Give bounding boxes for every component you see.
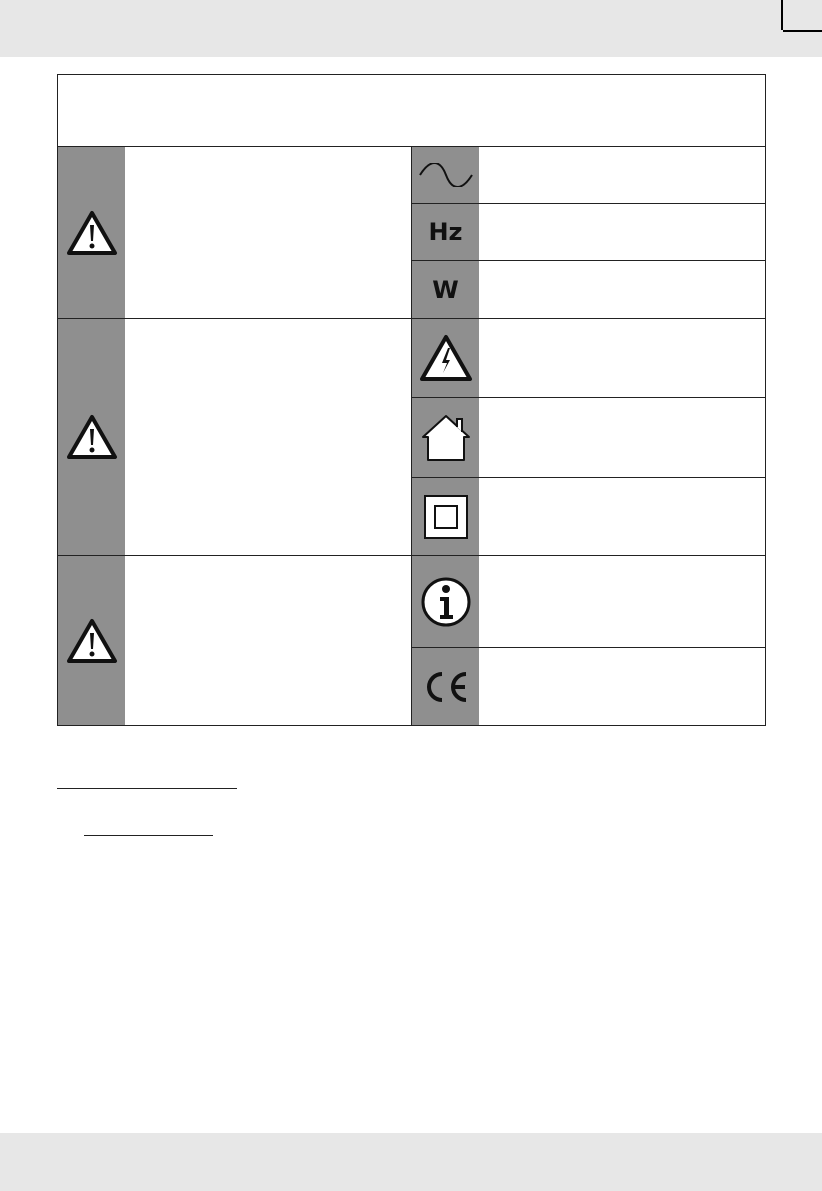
symbol-icon-cell — [412, 556, 479, 647]
table-header — [58, 75, 765, 147]
table-header-title — [58, 75, 765, 95]
warning-text — [126, 147, 411, 318]
subsection-heading-underline — [84, 835, 213, 836]
row-divider — [412, 647, 765, 648]
symbol-text — [480, 204, 765, 260]
symbol-text — [480, 556, 765, 647]
warning-text — [126, 319, 411, 555]
warning-triangle-icon — [66, 210, 118, 256]
warning-triangle-icon — [66, 414, 118, 460]
symbol-text — [480, 398, 765, 477]
electric-shock-warning-icon — [419, 334, 473, 382]
indoor-use-house-icon — [419, 413, 473, 463]
symbol-icon-cell — [412, 319, 479, 397]
row-divider — [412, 203, 765, 204]
symbols-table — [57, 74, 766, 726]
warning-icon-cell — [58, 319, 125, 555]
ce-mark-icon — [420, 670, 472, 704]
symbol-icon-cell — [412, 478, 479, 555]
warning-triangle-icon — [66, 618, 118, 664]
hertz-icon: Hz — [428, 218, 463, 246]
symbol-icon-cell — [412, 648, 479, 725]
row-divider — [412, 477, 765, 478]
symbol-text — [480, 147, 765, 203]
symbol-icon-cell — [412, 398, 479, 477]
section-heading-underline — [57, 788, 237, 789]
row-divider — [58, 318, 411, 319]
warning-icon-cell — [58, 147, 125, 318]
warning-icon-cell — [58, 556, 125, 725]
alternating-current-icon — [418, 163, 474, 187]
symbol-text — [480, 261, 765, 318]
symbol-text — [480, 648, 765, 725]
row-divider — [412, 318, 765, 319]
information-icon — [420, 576, 472, 628]
crop-mark — [783, 30, 822, 32]
symbol-text — [480, 478, 765, 555]
watt-icon: W — [432, 275, 459, 304]
column-divider — [411, 147, 412, 725]
symbol-icon-cell — [412, 261, 479, 318]
row-divider — [58, 555, 411, 556]
row-divider — [412, 555, 765, 556]
protection-class-ii-icon — [422, 493, 470, 541]
symbol-icon-cell — [412, 204, 479, 260]
warning-text — [126, 556, 411, 725]
top-margin-band — [0, 0, 822, 57]
row-divider — [412, 260, 765, 261]
crop-mark — [781, 0, 783, 30]
row-divider — [412, 397, 765, 398]
bottom-margin-band — [0, 1133, 822, 1191]
symbol-icon-cell — [412, 147, 479, 203]
symbol-text — [480, 319, 765, 397]
